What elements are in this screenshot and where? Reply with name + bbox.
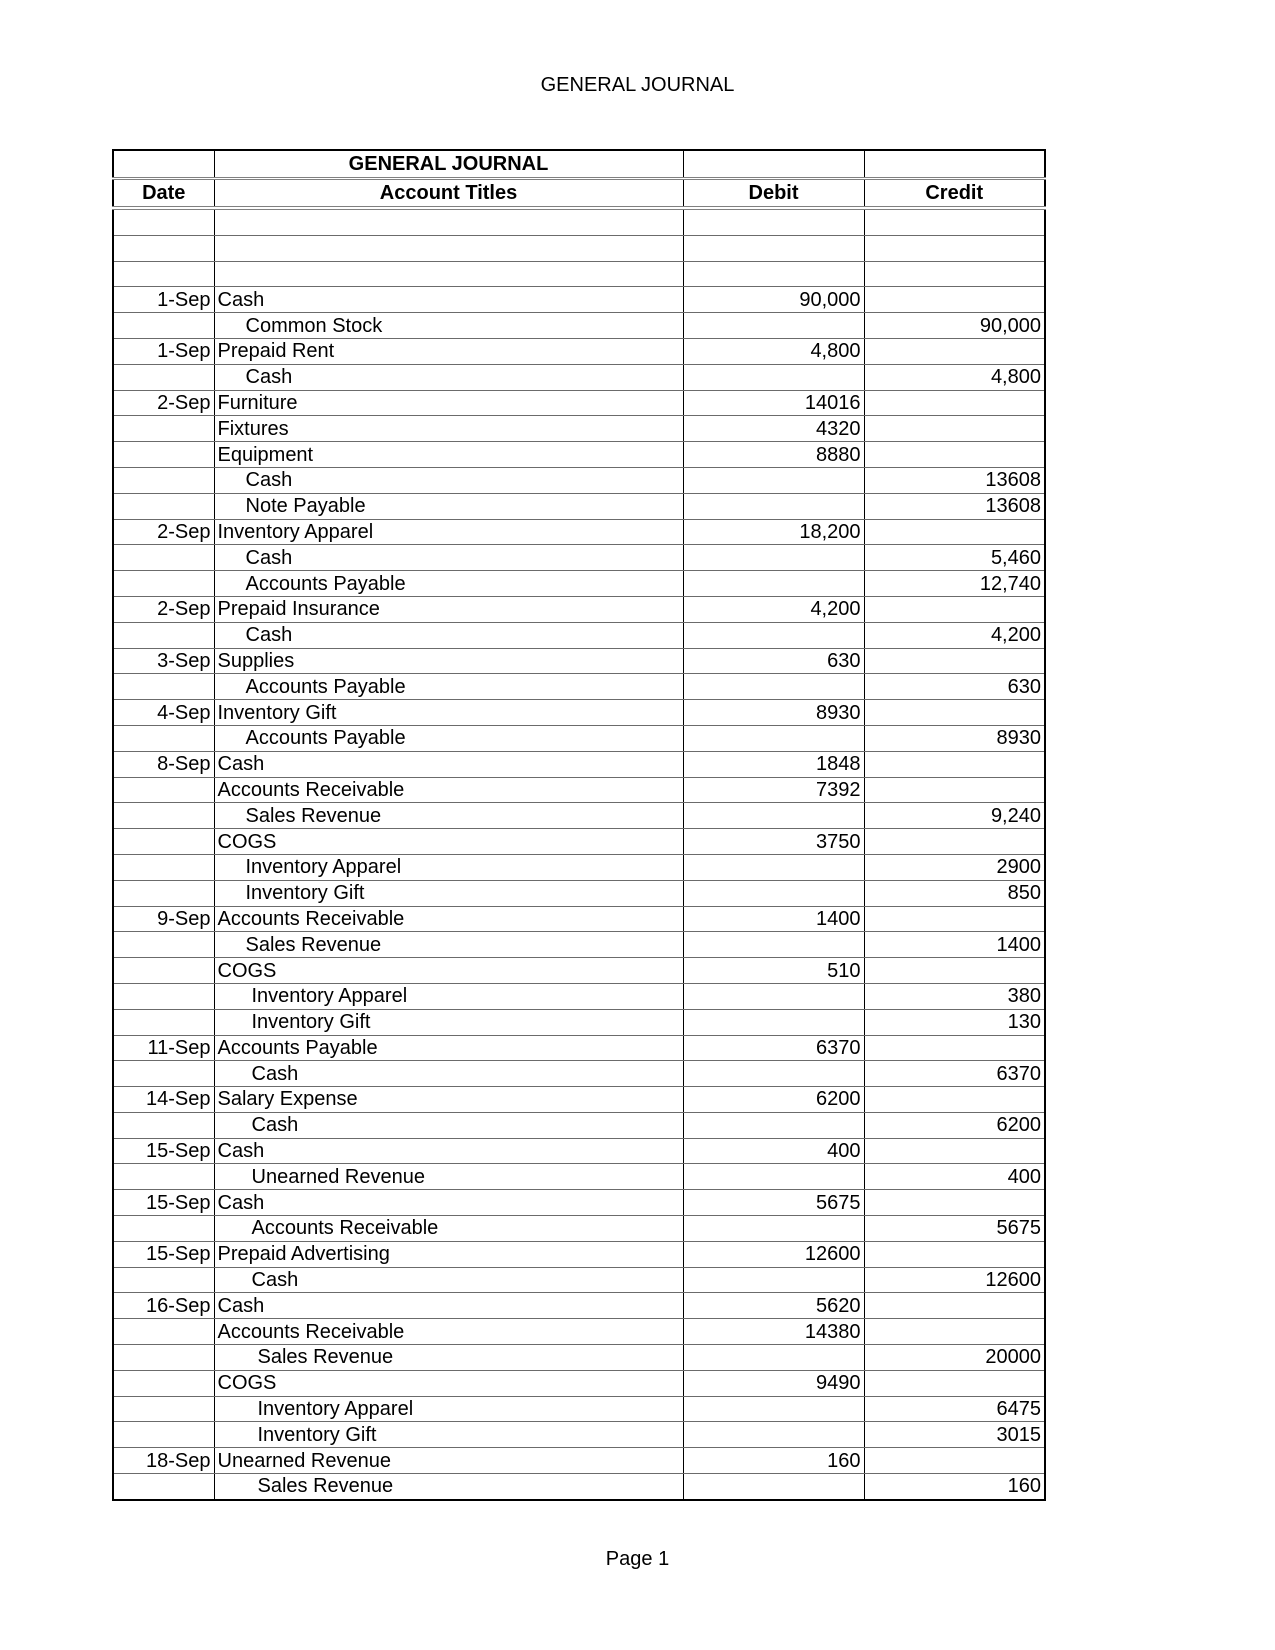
debit-cell bbox=[683, 1112, 864, 1138]
account-cell: Prepaid Advertising bbox=[214, 1241, 683, 1267]
table-row bbox=[113, 1164, 1045, 1190]
table-title-row bbox=[113, 150, 1045, 179]
credit-cell: 6475 bbox=[864, 1396, 1045, 1422]
date-cell bbox=[113, 1009, 214, 1035]
date-cell: 14-Sep bbox=[113, 1087, 214, 1113]
credit-cell: 400 bbox=[864, 1164, 1045, 1190]
credit-cell bbox=[864, 208, 1045, 235]
debit-cell: 1400 bbox=[683, 906, 864, 932]
table-row bbox=[113, 416, 1045, 442]
table-row bbox=[113, 674, 1045, 700]
account-cell: Cash bbox=[214, 1293, 683, 1319]
debit-cell bbox=[683, 1009, 864, 1035]
table-row bbox=[113, 880, 1045, 906]
date-cell bbox=[113, 571, 214, 597]
general-journal-table bbox=[112, 149, 1046, 1501]
debit-cell: 400 bbox=[683, 1138, 864, 1164]
debit-cell: 3750 bbox=[683, 829, 864, 855]
date-cell: 15-Sep bbox=[113, 1138, 214, 1164]
account-cell: COGS bbox=[214, 958, 683, 984]
debit-cell bbox=[683, 803, 864, 829]
credit-cell bbox=[864, 1370, 1045, 1396]
table-row bbox=[113, 313, 1045, 339]
account-cell: COGS bbox=[214, 829, 683, 855]
credit-cell: 630 bbox=[864, 674, 1045, 700]
table-row bbox=[113, 235, 1045, 261]
account-cell: Cash bbox=[214, 1061, 683, 1087]
table-row bbox=[113, 803, 1045, 829]
account-cell: Sales Revenue bbox=[214, 932, 683, 958]
title-spacer-date bbox=[113, 150, 214, 179]
table-row bbox=[113, 390, 1045, 416]
date-cell bbox=[113, 1164, 214, 1190]
credit-cell bbox=[864, 287, 1045, 313]
table-row bbox=[113, 1293, 1045, 1319]
credit-cell bbox=[864, 261, 1045, 287]
account-cell: Inventory Apparel bbox=[214, 1396, 683, 1422]
account-cell: Accounts Payable bbox=[214, 1035, 683, 1061]
page-header: GENERAL JOURNAL bbox=[540, 74, 735, 96]
credit-cell: 13608 bbox=[864, 493, 1045, 519]
date-cell: 18-Sep bbox=[113, 1448, 214, 1474]
account-cell: Fixtures bbox=[214, 416, 683, 442]
debit-cell: 5620 bbox=[683, 1293, 864, 1319]
date-cell: 15-Sep bbox=[113, 1241, 214, 1267]
credit-cell: 380 bbox=[864, 983, 1045, 1009]
account-cell: Unearned Revenue bbox=[214, 1448, 683, 1474]
debit-cell bbox=[683, 725, 864, 751]
date-cell bbox=[113, 208, 214, 235]
credit-cell bbox=[864, 416, 1045, 442]
account-cell: COGS bbox=[214, 1370, 683, 1396]
account-cell: Sales Revenue bbox=[214, 1345, 683, 1371]
debit-cell: 160 bbox=[683, 1448, 864, 1474]
credit-cell bbox=[864, 1087, 1045, 1113]
date-cell bbox=[113, 674, 214, 700]
debit-cell bbox=[683, 1422, 864, 1448]
table-row bbox=[113, 1422, 1045, 1448]
table-row bbox=[113, 1112, 1045, 1138]
account-cell: Inventory Gift bbox=[214, 1422, 683, 1448]
account-cell bbox=[214, 261, 683, 287]
table-row bbox=[113, 1138, 1045, 1164]
credit-cell bbox=[864, 777, 1045, 803]
credit-cell bbox=[864, 235, 1045, 261]
account-cell: Accounts Payable bbox=[214, 674, 683, 700]
credit-cell: 6370 bbox=[864, 1061, 1045, 1087]
date-cell bbox=[113, 235, 214, 261]
table-row bbox=[113, 1241, 1045, 1267]
table-row bbox=[113, 442, 1045, 468]
credit-cell bbox=[864, 519, 1045, 545]
table-row bbox=[113, 261, 1045, 287]
column-header-row bbox=[113, 179, 1045, 209]
account-cell: Accounts Payable bbox=[214, 571, 683, 597]
debit-cell: 12600 bbox=[683, 1241, 864, 1267]
credit-cell bbox=[864, 390, 1045, 416]
date-cell bbox=[113, 1319, 214, 1345]
debit-cell: 4,800 bbox=[683, 338, 864, 364]
debit-cell: 8930 bbox=[683, 700, 864, 726]
title-spacer-credit bbox=[864, 150, 1045, 179]
credit-cell bbox=[864, 1035, 1045, 1061]
debit-cell bbox=[683, 364, 864, 390]
date-cell bbox=[113, 1370, 214, 1396]
page-footer: Page 1 bbox=[605, 1548, 670, 1570]
debit-cell: 4,200 bbox=[683, 596, 864, 622]
debit-cell bbox=[683, 983, 864, 1009]
table-row bbox=[113, 571, 1045, 597]
table-row bbox=[113, 1216, 1045, 1242]
account-cell: Accounts Receivable bbox=[214, 906, 683, 932]
debit-cell bbox=[683, 545, 864, 571]
account-cell: Cash bbox=[214, 751, 683, 777]
date-cell bbox=[113, 1345, 214, 1371]
date-cell bbox=[113, 622, 214, 648]
credit-cell: 20000 bbox=[864, 1345, 1045, 1371]
table-row bbox=[113, 1448, 1045, 1474]
table-row bbox=[113, 906, 1045, 932]
date-cell: 15-Sep bbox=[113, 1190, 214, 1216]
date-cell bbox=[113, 364, 214, 390]
date-cell bbox=[113, 829, 214, 855]
credit-cell: 12,740 bbox=[864, 571, 1045, 597]
date-cell bbox=[113, 880, 214, 906]
date-cell: 2-Sep bbox=[113, 596, 214, 622]
account-cell: Accounts Receivable bbox=[214, 777, 683, 803]
date-cell bbox=[113, 854, 214, 880]
date-cell bbox=[113, 983, 214, 1009]
debit-cell bbox=[683, 854, 864, 880]
credit-cell bbox=[864, 829, 1045, 855]
account-cell: Accounts Receivable bbox=[214, 1216, 683, 1242]
table-row bbox=[113, 1190, 1045, 1216]
credit-cell: 9,240 bbox=[864, 803, 1045, 829]
debit-cell bbox=[683, 235, 864, 261]
account-cell: Inventory Gift bbox=[214, 700, 683, 726]
account-cell bbox=[214, 208, 683, 235]
credit-cell bbox=[864, 906, 1045, 932]
debit-cell bbox=[683, 1164, 864, 1190]
debit-cell: 9490 bbox=[683, 1370, 864, 1396]
debit-cell: 630 bbox=[683, 648, 864, 674]
table-row bbox=[113, 208, 1045, 235]
table-row bbox=[113, 338, 1045, 364]
table-row bbox=[113, 467, 1045, 493]
credit-cell: 13608 bbox=[864, 467, 1045, 493]
date-cell bbox=[113, 958, 214, 984]
credit-cell: 130 bbox=[864, 1009, 1045, 1035]
account-cell: Sales Revenue bbox=[214, 1474, 683, 1500]
credit-cell bbox=[864, 958, 1045, 984]
date-cell bbox=[113, 777, 214, 803]
date-cell: 2-Sep bbox=[113, 519, 214, 545]
date-cell: 8-Sep bbox=[113, 751, 214, 777]
date-cell bbox=[113, 261, 214, 287]
account-cell bbox=[214, 235, 683, 261]
account-cell: Cash bbox=[214, 1267, 683, 1293]
credit-cell: 4,200 bbox=[864, 622, 1045, 648]
table-row bbox=[113, 983, 1045, 1009]
account-cell: Prepaid Insurance bbox=[214, 596, 683, 622]
debit-cell: 510 bbox=[683, 958, 864, 984]
debit-cell bbox=[683, 1216, 864, 1242]
date-cell bbox=[113, 725, 214, 751]
debit-cell bbox=[683, 1474, 864, 1500]
account-cell: Cash bbox=[214, 1138, 683, 1164]
debit-cell: 4320 bbox=[683, 416, 864, 442]
table-row bbox=[113, 829, 1045, 855]
debit-cell: 14016 bbox=[683, 390, 864, 416]
debit-cell bbox=[683, 261, 864, 287]
debit-column-header: Debit bbox=[683, 179, 864, 209]
table-row bbox=[113, 545, 1045, 571]
account-cell: Sales Revenue bbox=[214, 803, 683, 829]
date-cell bbox=[113, 1061, 214, 1087]
debit-cell: 18,200 bbox=[683, 519, 864, 545]
credit-cell: 90,000 bbox=[864, 313, 1045, 339]
table-row bbox=[113, 932, 1045, 958]
debit-cell bbox=[683, 467, 864, 493]
debit-cell: 7392 bbox=[683, 777, 864, 803]
date-cell bbox=[113, 1396, 214, 1422]
debit-cell: 1848 bbox=[683, 751, 864, 777]
debit-cell bbox=[683, 1267, 864, 1293]
account-cell: Note Payable bbox=[214, 493, 683, 519]
table-row bbox=[113, 1061, 1045, 1087]
debit-cell bbox=[683, 674, 864, 700]
table-row bbox=[113, 1474, 1045, 1500]
account-cell: Cash bbox=[214, 545, 683, 571]
date-cell bbox=[113, 1112, 214, 1138]
table-row bbox=[113, 1035, 1045, 1061]
table-row bbox=[113, 1396, 1045, 1422]
debit-cell: 8880 bbox=[683, 442, 864, 468]
account-cell: Cash bbox=[214, 1112, 683, 1138]
date-cell: 2-Sep bbox=[113, 390, 214, 416]
date-cell bbox=[113, 313, 214, 339]
account-cell: Cash bbox=[214, 622, 683, 648]
account-cell: Cash bbox=[214, 1190, 683, 1216]
table-row bbox=[113, 958, 1045, 984]
table-row bbox=[113, 700, 1045, 726]
credit-cell: 5675 bbox=[864, 1216, 1045, 1242]
date-column-header: Date bbox=[113, 179, 214, 209]
account-cell: Cash bbox=[214, 364, 683, 390]
table-row bbox=[113, 1087, 1045, 1113]
date-cell: 3-Sep bbox=[113, 648, 214, 674]
date-cell: 4-Sep bbox=[113, 700, 214, 726]
table-row bbox=[113, 1009, 1045, 1035]
account-cell: Cash bbox=[214, 467, 683, 493]
debit-cell bbox=[683, 313, 864, 339]
journal-entries bbox=[113, 208, 1045, 1500]
table-row bbox=[113, 287, 1045, 313]
account-cell: Inventory Apparel bbox=[214, 854, 683, 880]
date-cell: 11-Sep bbox=[113, 1035, 214, 1061]
date-cell bbox=[113, 1267, 214, 1293]
credit-cell bbox=[864, 751, 1045, 777]
table-row bbox=[113, 1370, 1045, 1396]
credit-cell bbox=[864, 1293, 1045, 1319]
table-row bbox=[113, 854, 1045, 880]
credit-cell bbox=[864, 1448, 1045, 1474]
credit-cell bbox=[864, 700, 1045, 726]
account-titles-column-header: Account Titles bbox=[214, 179, 683, 209]
debit-cell: 6370 bbox=[683, 1035, 864, 1061]
credit-cell: 12600 bbox=[864, 1267, 1045, 1293]
date-cell bbox=[113, 1422, 214, 1448]
credit-cell bbox=[864, 1190, 1045, 1216]
account-cell: Supplies bbox=[214, 648, 683, 674]
account-cell: Prepaid Rent bbox=[214, 338, 683, 364]
date-cell bbox=[113, 416, 214, 442]
credit-cell: 3015 bbox=[864, 1422, 1045, 1448]
debit-cell bbox=[683, 1396, 864, 1422]
credit-column-header: Credit bbox=[864, 179, 1045, 209]
table-row bbox=[113, 648, 1045, 674]
table-row bbox=[113, 777, 1045, 803]
debit-cell bbox=[683, 208, 864, 235]
debit-cell bbox=[683, 1345, 864, 1371]
table-row bbox=[113, 1319, 1045, 1345]
table-row bbox=[113, 622, 1045, 648]
debit-cell: 14380 bbox=[683, 1319, 864, 1345]
account-cell: Furniture bbox=[214, 390, 683, 416]
table-row bbox=[113, 1267, 1045, 1293]
credit-cell: 2900 bbox=[864, 854, 1045, 880]
debit-cell bbox=[683, 622, 864, 648]
account-cell: Accounts Payable bbox=[214, 725, 683, 751]
table-title: GENERAL JOURNAL bbox=[214, 150, 683, 179]
date-cell bbox=[113, 932, 214, 958]
date-cell bbox=[113, 442, 214, 468]
debit-cell bbox=[683, 880, 864, 906]
credit-cell: 850 bbox=[864, 880, 1045, 906]
credit-cell: 8930 bbox=[864, 725, 1045, 751]
date-cell bbox=[113, 1474, 214, 1500]
table-row bbox=[113, 751, 1045, 777]
credit-cell: 4,800 bbox=[864, 364, 1045, 390]
account-cell: Equipment bbox=[214, 442, 683, 468]
credit-cell bbox=[864, 1138, 1045, 1164]
debit-cell: 90,000 bbox=[683, 287, 864, 313]
debit-cell bbox=[683, 493, 864, 519]
date-cell bbox=[113, 803, 214, 829]
account-cell: Accounts Receivable bbox=[214, 1319, 683, 1345]
table-row bbox=[113, 493, 1045, 519]
account-cell: Inventory Apparel bbox=[214, 519, 683, 545]
table-row bbox=[113, 725, 1045, 751]
account-cell: Inventory Apparel bbox=[214, 983, 683, 1009]
debit-cell bbox=[683, 932, 864, 958]
date-cell bbox=[113, 493, 214, 519]
table-row bbox=[113, 519, 1045, 545]
date-cell: 16-Sep bbox=[113, 1293, 214, 1319]
credit-cell bbox=[864, 648, 1045, 674]
credit-cell: 160 bbox=[864, 1474, 1045, 1500]
account-cell: Unearned Revenue bbox=[214, 1164, 683, 1190]
credit-cell bbox=[864, 596, 1045, 622]
debit-cell: 5675 bbox=[683, 1190, 864, 1216]
table-row bbox=[113, 364, 1045, 390]
date-cell bbox=[113, 467, 214, 493]
date-cell bbox=[113, 1216, 214, 1242]
credit-cell bbox=[864, 338, 1045, 364]
account-cell: Inventory Gift bbox=[214, 1009, 683, 1035]
credit-cell: 6200 bbox=[864, 1112, 1045, 1138]
table-row bbox=[113, 1345, 1045, 1371]
credit-cell bbox=[864, 1241, 1045, 1267]
account-cell: Cash bbox=[214, 287, 683, 313]
debit-cell bbox=[683, 571, 864, 597]
date-cell bbox=[113, 545, 214, 571]
credit-cell bbox=[864, 442, 1045, 468]
credit-cell: 5,460 bbox=[864, 545, 1045, 571]
table-row bbox=[113, 596, 1045, 622]
date-cell: 9-Sep bbox=[113, 906, 214, 932]
debit-cell: 6200 bbox=[683, 1087, 864, 1113]
date-cell: 1-Sep bbox=[113, 338, 214, 364]
credit-cell bbox=[864, 1319, 1045, 1345]
account-cell: Salary Expense bbox=[214, 1087, 683, 1113]
account-cell: Inventory Gift bbox=[214, 880, 683, 906]
debit-cell bbox=[683, 1061, 864, 1087]
credit-cell: 1400 bbox=[864, 932, 1045, 958]
title-spacer-debit bbox=[683, 150, 864, 179]
date-cell: 1-Sep bbox=[113, 287, 214, 313]
account-cell: Common Stock bbox=[214, 313, 683, 339]
